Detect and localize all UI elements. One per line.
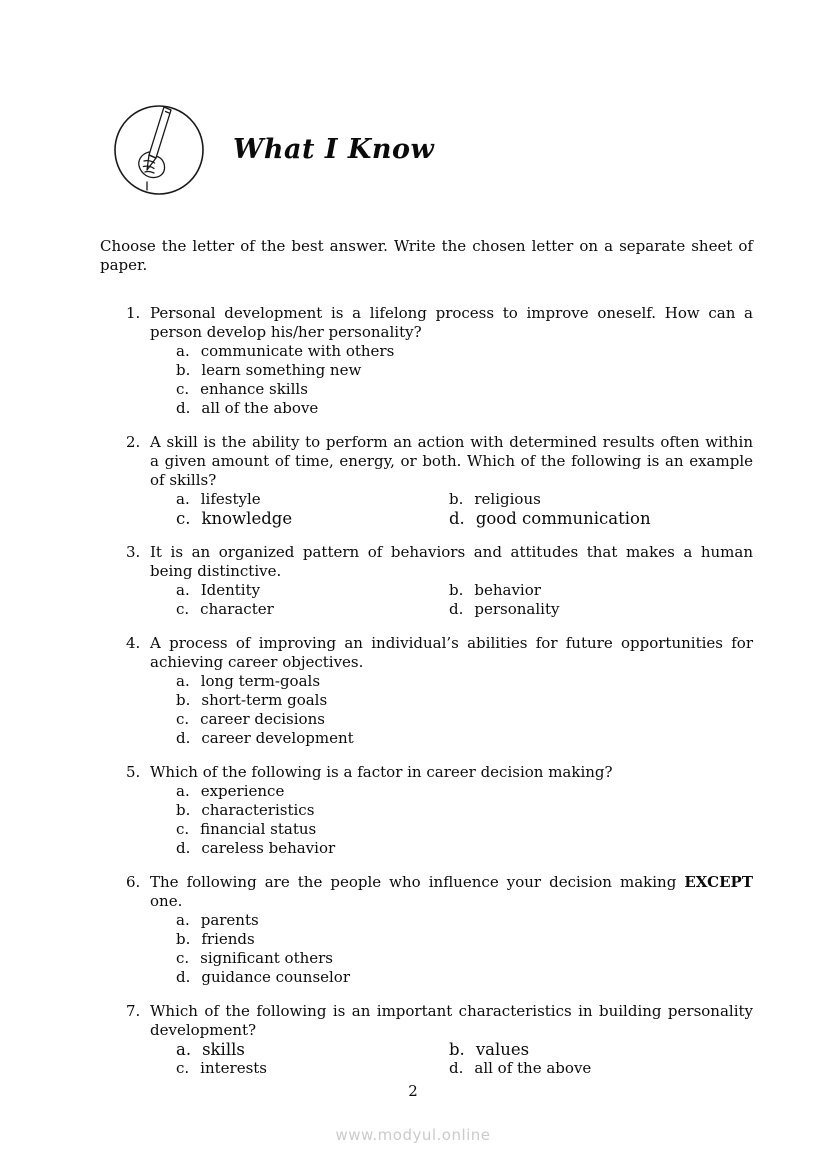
- option-text: enhance skills: [200, 380, 308, 398]
- option-text: skills: [202, 1040, 245, 1059]
- option: [150, 729, 753, 748]
- option-label: c.: [176, 710, 190, 728]
- option-label: d.: [449, 1059, 464, 1077]
- option-label: b.: [176, 691, 191, 709]
- page-content: [100, 237, 753, 1093]
- option-text: lifestyle: [200, 490, 261, 508]
- option-label: a.: [176, 672, 190, 690]
- option: [150, 820, 753, 839]
- option-text: interests: [200, 1059, 268, 1077]
- question-body: [150, 543, 753, 619]
- question-number: 6.: [126, 873, 141, 891]
- option: [449, 581, 753, 600]
- option: [150, 672, 753, 691]
- option: [449, 509, 753, 528]
- option-text: communicate with others: [200, 342, 395, 360]
- option-text: personality: [474, 600, 560, 618]
- options-list: [150, 490, 753, 528]
- option: [176, 1059, 449, 1078]
- option-label: c.: [176, 820, 190, 838]
- option: [150, 930, 753, 949]
- option-text: career decisions: [200, 710, 325, 728]
- option: [449, 1059, 753, 1078]
- option: [150, 911, 753, 930]
- page-number: 2: [408, 1082, 418, 1100]
- hand-holding-pencil-icon: [111, 100, 207, 198]
- question-2: [100, 433, 753, 528]
- option-text: knowledge: [201, 509, 293, 528]
- option-text: experience: [200, 782, 285, 800]
- option-label: c.: [176, 949, 190, 967]
- option-label: b.: [449, 1040, 465, 1059]
- option-text: characteristics: [201, 801, 315, 819]
- option-label: a.: [176, 490, 190, 508]
- option-label: b.: [176, 930, 191, 948]
- question-number: 3.: [126, 543, 141, 561]
- option: [176, 581, 449, 600]
- question-body: [150, 763, 753, 858]
- option: [150, 691, 753, 710]
- option-text: good communication: [475, 509, 651, 528]
- option: [150, 342, 753, 361]
- option: [150, 399, 753, 418]
- question-body: [150, 304, 753, 418]
- option-text: guidance counselor: [201, 968, 351, 986]
- option: [150, 839, 753, 858]
- option-label: c.: [176, 380, 190, 398]
- page-title: What I Know: [233, 133, 435, 165]
- option-text: long term-goals: [200, 672, 321, 690]
- option: [150, 380, 753, 399]
- option-label: c.: [176, 509, 191, 528]
- question-text: A process of improving an individual’s abilities for future opportunities for achieving career objectives.: [150, 634, 753, 671]
- option-label: c.: [176, 600, 190, 618]
- option-text: parents: [200, 911, 259, 929]
- option-label: a.: [176, 342, 190, 360]
- option: [176, 600, 449, 619]
- option-label: d.: [176, 839, 191, 857]
- option-text: short-term goals: [201, 691, 328, 709]
- question-text-pre: The following are the people who influence your decision making: [150, 873, 685, 891]
- question-6: [100, 873, 753, 987]
- option-label: c.: [176, 1059, 190, 1077]
- option: [150, 361, 753, 380]
- option-label: d.: [176, 968, 191, 986]
- option: [150, 782, 753, 801]
- option-text: character: [200, 600, 274, 618]
- option-label: d.: [176, 729, 191, 747]
- question-number: 1.: [126, 304, 141, 322]
- option-text: Identity: [200, 581, 261, 599]
- question-text-bold: EXCEPT: [684, 873, 753, 891]
- options-list: [150, 581, 753, 619]
- option-label: b.: [449, 581, 464, 599]
- option: [176, 1040, 449, 1059]
- question-text: Which of the following is an important characteristics in building personality development?: [150, 1002, 753, 1039]
- option-text: learn something new: [201, 361, 362, 379]
- option-label: b.: [176, 361, 191, 379]
- option-text: behavior: [474, 581, 541, 599]
- options-list: [150, 1040, 753, 1078]
- question-body: [150, 873, 753, 987]
- option-text: values: [475, 1040, 530, 1059]
- option: [150, 710, 753, 729]
- option: [176, 490, 449, 509]
- option-label: a.: [176, 782, 190, 800]
- option-label: b.: [449, 490, 464, 508]
- option-text: friends: [201, 930, 255, 948]
- question-3: [100, 543, 753, 619]
- question-number: 4.: [126, 634, 141, 652]
- option-label: a.: [176, 581, 190, 599]
- option-text: religious: [474, 490, 541, 508]
- option-text: careless behavior: [201, 839, 336, 857]
- option-text: financial status: [200, 820, 317, 838]
- option-label: d.: [176, 399, 191, 417]
- question-number: 5.: [126, 763, 141, 781]
- question-1: [100, 304, 753, 418]
- question-7: [100, 1002, 753, 1078]
- option-label: a.: [176, 1040, 192, 1059]
- option: [176, 509, 449, 528]
- option: [150, 968, 753, 987]
- option-text: all of the above: [201, 399, 319, 417]
- question-text: [150, 873, 753, 911]
- option: [150, 801, 753, 820]
- question-number: 7.: [126, 1002, 141, 1020]
- watermark: www.modyul.online: [335, 1126, 491, 1144]
- options-list: [150, 911, 753, 987]
- question-4: [100, 634, 753, 748]
- question-body: [150, 634, 753, 748]
- option-text: career development: [201, 729, 354, 747]
- question-text: Which of the following is a factor in career decision making?: [150, 763, 613, 781]
- option: [449, 1040, 753, 1059]
- option: [449, 600, 753, 619]
- instructions-text: Choose the letter of the best answer. Write the chosen letter on a separate sheet of paper.: [100, 237, 753, 274]
- question-text: A skill is the ability to perform an action with determined results often within a given amount of time, energy, or both. Which of the following is an example of skills?: [150, 433, 753, 489]
- option-text: all of the above: [474, 1059, 592, 1077]
- question-5: [100, 763, 753, 858]
- options-list: [150, 782, 753, 858]
- options-list: [150, 342, 753, 418]
- option-text: significant others: [200, 949, 333, 967]
- question-body: [150, 433, 753, 528]
- question-number: 2.: [126, 433, 141, 451]
- section-header: [111, 100, 434, 198]
- option-label: a.: [176, 911, 190, 929]
- option: [449, 490, 753, 509]
- question-body: [150, 1002, 753, 1078]
- option-label: b.: [176, 801, 191, 819]
- option-label: d.: [449, 509, 465, 528]
- options-list: [150, 672, 753, 748]
- question-text-post: one.: [150, 892, 183, 910]
- question-text: Personal development is a lifelong process to improve oneself. How can a person develop his/her personality?: [150, 304, 753, 341]
- option: [150, 949, 753, 968]
- question-text: It is an organized pattern of behaviors and attitudes that makes a human being distinctive.: [150, 543, 753, 580]
- option-label: d.: [449, 600, 464, 618]
